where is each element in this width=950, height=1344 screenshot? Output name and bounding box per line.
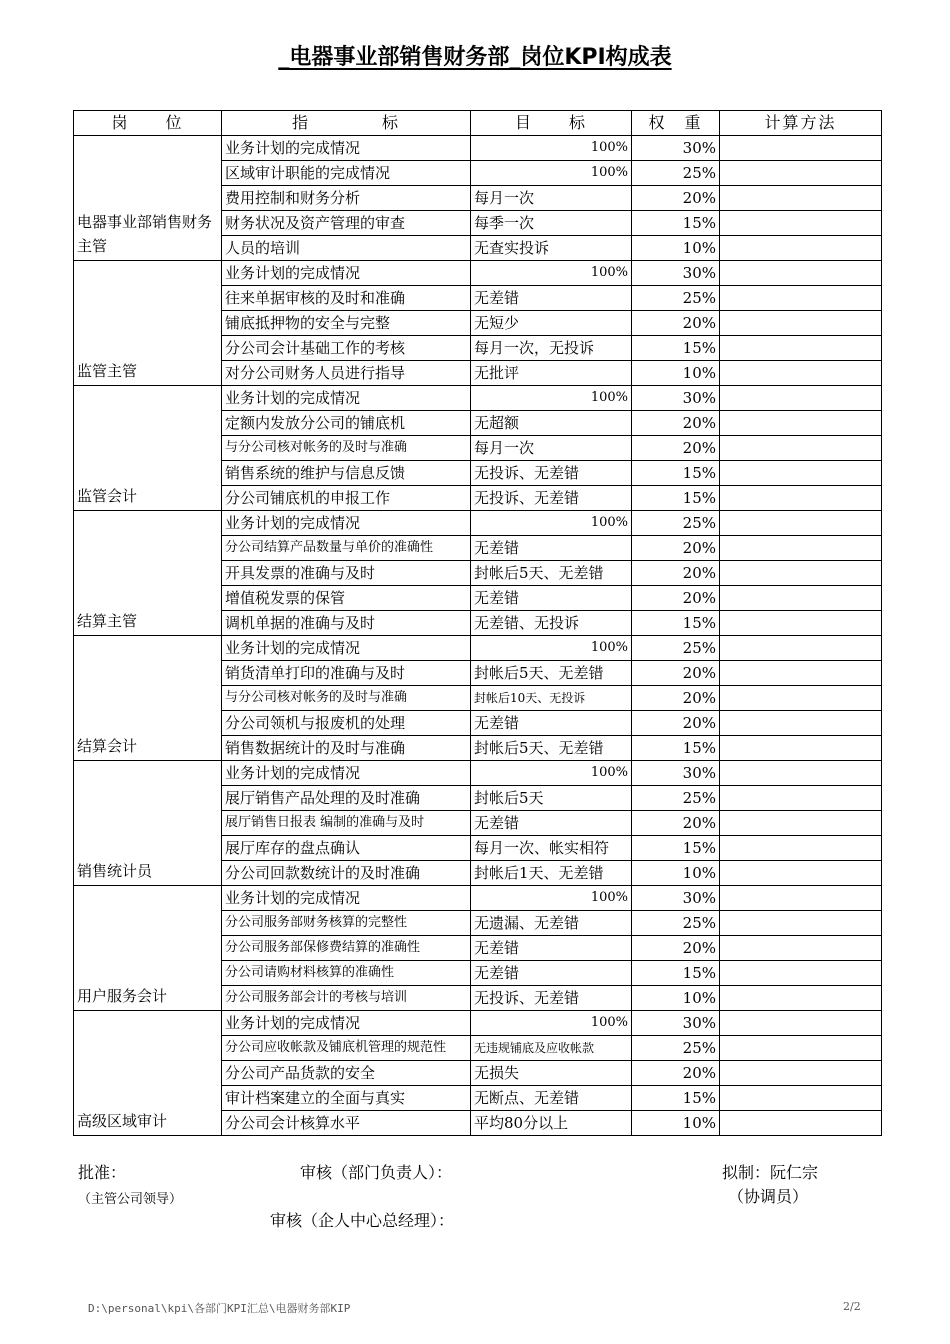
page-number: 2/2 — [843, 1300, 861, 1313]
target-cell: 每月一次 — [471, 436, 632, 461]
indicator-cell: 业务计划的完成情况 — [222, 886, 471, 911]
target-cell: 平均80分以上 — [471, 1111, 632, 1136]
method-cell — [720, 611, 882, 636]
weight-cell: 20% — [632, 661, 720, 686]
method-cell — [720, 136, 882, 161]
weight-cell: 30% — [632, 761, 720, 786]
position-cell: 监管会计 — [74, 386, 222, 511]
indicator-cell: 往来单据审核的及时和准确 — [222, 286, 471, 311]
weight-cell: 25% — [632, 511, 720, 536]
target-cell: 100% — [471, 261, 632, 286]
weight-cell: 30% — [632, 261, 720, 286]
method-cell — [720, 936, 882, 961]
indicator-cell: 增值税发票的保管 — [222, 586, 471, 611]
target-cell: 无差错 — [471, 961, 632, 986]
method-cell — [720, 1111, 882, 1136]
header-indicator: 指 标 — [222, 111, 471, 136]
method-cell — [720, 1061, 882, 1086]
weight-cell: 15% — [632, 836, 720, 861]
indicator-cell: 定额内发放分公司的铺底机 — [222, 411, 471, 436]
method-cell — [720, 636, 882, 661]
weight-cell: 25% — [632, 161, 720, 186]
target-cell: 无差错 — [471, 711, 632, 736]
target-cell: 100% — [471, 161, 632, 186]
target-cell: 无差错 — [471, 536, 632, 561]
indicator-cell: 分公司会计核算水平 — [222, 1111, 471, 1136]
weight-cell: 20% — [632, 936, 720, 961]
method-cell — [720, 836, 882, 861]
table-row — [74, 761, 882, 786]
indicator-cell: 展厅销售日报表 编制的准确与及时 — [222, 811, 471, 836]
method-cell — [720, 1086, 882, 1111]
target-cell: 无损失 — [471, 1061, 632, 1086]
target-cell: 每月一次 — [471, 186, 632, 211]
indicator-cell: 分公司服务部保修费结算的准确性 — [222, 936, 471, 961]
weight-cell: 15% — [632, 486, 720, 511]
method-cell — [720, 186, 882, 211]
drafter-label: 拟制：阮仁宗 — [722, 1163, 819, 1182]
weight-cell: 25% — [632, 911, 720, 936]
approve-label: 批准： — [78, 1163, 127, 1182]
indicator-cell: 开具发票的准确与及时 — [222, 561, 471, 586]
weight-cell: 30% — [632, 136, 720, 161]
indicator-cell: 人员的培训 — [222, 236, 471, 261]
position-cell: 结算主管 — [74, 511, 222, 636]
table-row — [74, 886, 882, 911]
target-cell: 无批评 — [471, 361, 632, 386]
weight-cell: 25% — [632, 636, 720, 661]
target-cell: 无差错 — [471, 936, 632, 961]
weight-cell: 25% — [632, 1036, 720, 1061]
indicator-cell: 销售数据统计的及时与准确 — [222, 736, 471, 761]
method-cell — [720, 986, 882, 1011]
position-cell: 电器事业部销售财务主管 — [74, 136, 222, 261]
method-cell — [720, 511, 882, 536]
weight-cell: 15% — [632, 611, 720, 636]
indicator-cell: 分公司结算产品数量与单价的准确性 — [222, 536, 471, 561]
header-target: 目 标 — [471, 111, 632, 136]
indicator-cell: 展厅库存的盘点确认 — [222, 836, 471, 861]
weight-cell: 20% — [632, 811, 720, 836]
method-cell — [720, 461, 882, 486]
indicator-cell: 与分公司核对帐务的及时与准确 — [222, 686, 471, 711]
method-cell — [720, 736, 882, 761]
position-cell: 销售统计员 — [74, 761, 222, 886]
indicator-cell: 业务计划的完成情况 — [222, 761, 471, 786]
table-row — [74, 386, 882, 411]
indicator-cell: 分公司请购材料核算的准确性 — [222, 961, 471, 986]
weight-cell: 25% — [632, 286, 720, 311]
weight-cell: 10% — [632, 361, 720, 386]
target-cell: 封帐后1天、无差错 — [471, 861, 632, 886]
weight-cell: 20% — [632, 1061, 720, 1086]
indicator-cell: 调机单据的准确与及时 — [222, 611, 471, 636]
target-cell: 封帐后5天、无差错 — [471, 736, 632, 761]
method-cell — [720, 761, 882, 786]
drafter-note: （协调员） — [728, 1187, 809, 1206]
table-header-row — [74, 111, 882, 136]
target-cell: 封帐后10天、无投诉 — [471, 686, 632, 711]
method-cell — [720, 386, 882, 411]
weight-cell: 30% — [632, 386, 720, 411]
target-cell: 封帐后5天 — [471, 786, 632, 811]
weight-cell: 15% — [632, 336, 720, 361]
weight-cell: 20% — [632, 586, 720, 611]
weight-cell: 20% — [632, 711, 720, 736]
method-cell — [720, 886, 882, 911]
indicator-cell: 展厅销售产品处理的及时准确 — [222, 786, 471, 811]
method-cell — [720, 961, 882, 986]
indicator-cell: 业务计划的完成情况 — [222, 511, 471, 536]
target-cell: 无查实投诉 — [471, 236, 632, 261]
method-cell — [720, 861, 882, 886]
indicator-cell: 对分公司财务人员进行指导 — [222, 361, 471, 386]
position-cell: 用户服务会计 — [74, 886, 222, 1011]
header-method: 计算方法 — [720, 111, 882, 136]
indicator-cell: 分公司领机与报废机的处理 — [222, 711, 471, 736]
indicator-cell: 业务计划的完成情况 — [222, 386, 471, 411]
indicator-cell: 业务计划的完成情况 — [222, 136, 471, 161]
target-cell: 无投诉、无差错 — [471, 486, 632, 511]
method-cell — [720, 361, 882, 386]
method-cell — [720, 211, 882, 236]
indicator-cell: 分公司会计基础工作的考核 — [222, 336, 471, 361]
table-row — [74, 636, 882, 661]
weight-cell: 20% — [632, 686, 720, 711]
indicator-cell: 分公司产品货款的安全 — [222, 1061, 471, 1086]
target-cell: 无超额 — [471, 411, 632, 436]
document-title: _电器事业部销售财务部_岗位KPI构成表 — [278, 45, 672, 70]
method-cell — [720, 436, 882, 461]
target-cell: 每月一次，无投诉 — [471, 336, 632, 361]
indicator-cell: 销售系统的维护与信息反馈 — [222, 461, 471, 486]
table-row — [74, 136, 882, 161]
target-cell: 封帐后5天、无差错 — [471, 661, 632, 686]
position-cell: 监管主管 — [74, 261, 222, 386]
target-cell: 100% — [471, 886, 632, 911]
method-cell — [720, 311, 882, 336]
weight-cell: 20% — [632, 186, 720, 211]
method-cell — [720, 1011, 882, 1036]
weight-cell: 15% — [632, 961, 720, 986]
position-cell: 结算会计 — [74, 636, 222, 761]
indicator-cell: 分公司铺底机的申报工作 — [222, 486, 471, 511]
indicator-cell: 销货清单打印的准确与及时 — [222, 661, 471, 686]
weight-cell: 15% — [632, 211, 720, 236]
indicator-cell: 铺底抵押物的安全与完整 — [222, 311, 471, 336]
indicator-cell: 财务状况及资产管理的审查 — [222, 211, 471, 236]
target-cell: 100% — [471, 511, 632, 536]
review-center-label: 审核（企人中心总经理）： — [270, 1211, 455, 1230]
indicator-cell: 审计档案建立的全面与真实 — [222, 1086, 471, 1111]
indicator-cell: 区域审计职能的完成情况 — [222, 161, 471, 186]
weight-cell: 10% — [632, 236, 720, 261]
table-row — [74, 511, 882, 536]
target-cell: 无短少 — [471, 311, 632, 336]
weight-cell: 30% — [632, 886, 720, 911]
method-cell — [720, 811, 882, 836]
review-dept-label: 审核（部门负责人）： — [300, 1163, 453, 1182]
method-cell — [720, 486, 882, 511]
weight-cell: 15% — [632, 461, 720, 486]
header-position: 岗 位 — [74, 111, 222, 136]
header-weight: 权 重 — [632, 111, 720, 136]
indicator-cell: 业务计划的完成情况 — [222, 1011, 471, 1036]
method-cell — [720, 586, 882, 611]
weight-cell: 20% — [632, 561, 720, 586]
method-cell — [720, 911, 882, 936]
weight-cell: 15% — [632, 1086, 720, 1111]
method-cell — [720, 261, 882, 286]
target-cell: 封帐后5天、无差错 — [471, 561, 632, 586]
indicator-cell: 分公司服务部财务核算的完整性 — [222, 911, 471, 936]
indicator-cell: 业务计划的完成情况 — [222, 261, 471, 286]
method-cell — [720, 236, 882, 261]
target-cell: 100% — [471, 761, 632, 786]
target-cell: 无断点、无差错 — [471, 1086, 632, 1111]
indicator-cell: 费用控制和财务分析 — [222, 186, 471, 211]
method-cell — [720, 661, 882, 686]
indicator-cell: 分公司应收帐款及铺底机管理的规范性 — [222, 1036, 471, 1061]
kpi-table — [73, 110, 882, 1136]
target-cell: 100% — [471, 136, 632, 161]
method-cell — [720, 336, 882, 361]
target-cell: 100% — [471, 636, 632, 661]
position-cell: 高级区域审计 — [74, 1011, 222, 1136]
indicator-cell: 与分公司核对帐务的及时与准确 — [222, 436, 471, 461]
table-row — [74, 1011, 882, 1036]
method-cell — [720, 711, 882, 736]
target-cell: 无违规铺底及应收帐款 — [471, 1036, 632, 1061]
weight-cell: 30% — [632, 1011, 720, 1036]
method-cell — [720, 1036, 882, 1061]
weight-cell: 20% — [632, 436, 720, 461]
method-cell — [720, 161, 882, 186]
target-cell: 无差错 — [471, 286, 632, 311]
file-path: D:\personal\kpi\各部门KPI汇总\电器财务部KIP — [88, 1302, 351, 1315]
target-cell: 无差错、无投诉 — [471, 611, 632, 636]
method-cell — [720, 411, 882, 436]
weight-cell: 20% — [632, 411, 720, 436]
weight-cell: 20% — [632, 311, 720, 336]
target-cell: 100% — [471, 386, 632, 411]
target-cell: 100% — [471, 1011, 632, 1036]
indicator-cell: 分公司回款数统计的及时准确 — [222, 861, 471, 886]
target-cell: 无投诉、无差错 — [471, 461, 632, 486]
approve-note: （主管公司领导） — [78, 1192, 183, 1207]
target-cell: 无遗漏、无差错 — [471, 911, 632, 936]
weight-cell: 10% — [632, 986, 720, 1011]
weight-cell: 10% — [632, 861, 720, 886]
target-cell: 无差错 — [471, 811, 632, 836]
target-cell: 每月一次、帐实相符 — [471, 836, 632, 861]
target-cell: 无差错 — [471, 586, 632, 611]
method-cell — [720, 536, 882, 561]
indicator-cell: 业务计划的完成情况 — [222, 636, 471, 661]
table-row — [74, 261, 882, 286]
weight-cell: 20% — [632, 536, 720, 561]
method-cell — [720, 786, 882, 811]
target-cell: 每季一次 — [471, 211, 632, 236]
method-cell — [720, 561, 882, 586]
method-cell — [720, 686, 882, 711]
target-cell: 无投诉、无差错 — [471, 986, 632, 1011]
weight-cell: 15% — [632, 736, 720, 761]
weight-cell: 25% — [632, 786, 720, 811]
method-cell — [720, 286, 882, 311]
indicator-cell: 分公司服务部会计的考核与培训 — [222, 986, 471, 1011]
weight-cell: 10% — [632, 1111, 720, 1136]
